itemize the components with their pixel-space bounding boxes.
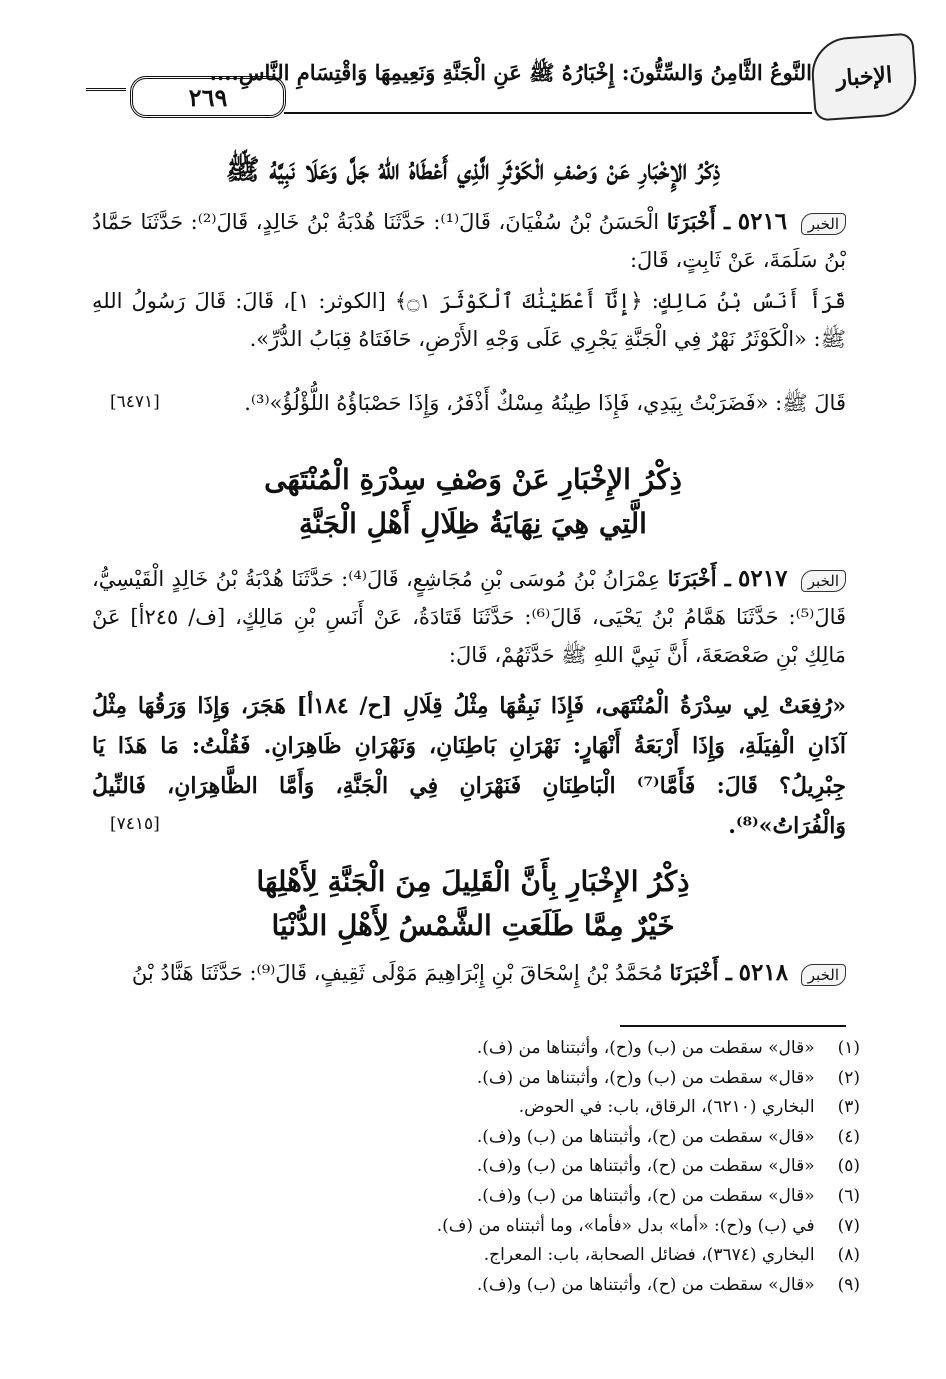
hadith-text: «رُفِعَتْ لِي سِدْرَةُ الْمُنْتَهَى، فَإِذَا نَبِقُهَا مِثْلُ قِلَالِ [ح/ ١٨٤أ] هَجَرَ، وَإِذَا وَرَقُهَا مِثْلُ آذَانِ الْفِيَلَةِ، وَإِذَا أَرْبَعَةُ أَنْهَارٍ: نَهْرَانِ بَاطِنَانِ، وَنَهْرَانِ ظَاهِرَانِ. فَقُلْتُ: مَا هَذَا يَا جِبْرِيلُ؟ قَالَ: فَأَمَّا⁽⁷⁾ الْبَاطِنَانِ فَنَهْرَانِ فِي الْجَنَّةِ، وَأَمَّا الظَّاهِرَانِ، فَالنِّيلُ وَالْفُرَاتُ»⁽⁸⁾.	[92, 693, 846, 839]
hadith-marker-icon: الخبر	[801, 213, 846, 235]
header-rule	[284, 112, 812, 114]
running-title: النَّوعُ الثَّامِنُ وَالسِّتُّونَ: إِخْبَارُهُ ﷺ عَنِ الْجَنَّةِ وَنَعِيمِهَا وَاقْتِسَامِ النَّاسِ....	[209, 60, 812, 85]
section-heading: الَّتِي هِيَ نِهَايَةُ ظِلَالِ أَهْلِ الْجَنَّةِ	[299, 507, 647, 540]
hadith-text: قَرَأَ أَنَسُ بْنُ مَالِكٍ: ﴿إِنَّآ أَعْطَيْنَٰكَ ٱلْكَوْثَرَ ۝١﴾ [الكوثر: ١]، قَالَ: قَالَ رَسُولُ اللهِ ﷺ: «الْكَوْثَرُ نَهْرٌ فِي الْجَنَّةِ يَجْرِي عَلَى وَجْهِ الأَرْضِ، حَافَتَاهُ قِبَابُ الدُّرِّ».	[92, 289, 846, 351]
section-heading: خَيْرٌ مِمَّا طَلَعَتِ الشَّمْسُ لِأَهْلِ الدُّنْيَا	[271, 909, 675, 942]
hadith-isnad	[92, 203, 846, 279]
isnad-text: مُحَمَّدُ بْنُ إِسْحَاقَ بْنِ إِبْرَاهِيمَ مَوْلَى ثَقِيفٍ، قَالَ⁽⁹⁾: حَدَّثَنَا هَنَّادُ بْنُ	[131, 961, 663, 985]
hadith-number: ٥٢١٦	[737, 208, 788, 235]
reference-number: [٦٤٧١]	[110, 392, 160, 412]
footnote: (٣) البخاري (٦٢١٠)، الرقاق، باب: في الحوض.	[518, 1097, 860, 1118]
hadith-marker-icon: الخبر	[801, 964, 846, 986]
page-number: ٢٦٩	[130, 76, 286, 118]
akhbarana: ـ أَخْبَرَنَا	[667, 566, 731, 591]
section-heading: ذِكْرُ الإِخْبَارِ عَنْ وَصْفِ الْكَوْثَرِ الَّذِي أَعْطَاهُ اللهُ جَلَّ وَعَلَا نَبِيَّهُ ﷺ	[225, 153, 721, 186]
footnote: (٦) «قال» سقطت من (ح)، وأثبتناها من (ب) و(ف).	[476, 1185, 860, 1206]
section-heading: ذِكْرُ الإِخْبَارِ بِأَنَّ الْقَلِيلَ مِنَ الْجَنَّةِ لِأَهْلِهَا	[256, 865, 690, 898]
isnad-text: الْحَسَنُ بْنُ سُفْيَانَ، قَالَ⁽¹⁾: حَدَّثَنَا هُدْبَةُ بْنُ خَالِدٍ، قَالَ⁽²⁾: حَدَّثَنَا حَمَّادُ بْنُ سَلَمَةَ، عَنْ ثَابِتٍ، قَالَ:	[92, 210, 846, 272]
akhbarana: ـ أَخْبَرَنَا	[669, 960, 732, 985]
running-header	[86, 36, 916, 126]
akhbarana: ـ أَخْبَرَنَا	[666, 209, 731, 234]
isnad-text: عِمْرَانُ بْنُ مُوسَى بْنِ مُجَاشِعٍ، قَالَ⁽⁴⁾: حَدَّثَنَا هُدْبَةُ بْنُ خَالِدٍ الْقَيْسِيُّ، قَالَ⁽⁵⁾: حَدَّثَنَا هَمَّامُ بْنُ يَحْيَى، قَالَ⁽⁶⁾: حَدَّثَنَا قَتَادَةُ، عَنْ أَنَسِ بْنِ مَالِكٍ، [ف/ ٢٤٥أ] عَنْ مَالِكِ بْنِ صَعْصَعَةَ، أَنَّ نَبِيَّ اللهِ ﷺ حَدَّثَهُمْ، قَالَ:	[92, 567, 847, 667]
hadith-marker-icon: الخبر	[801, 570, 846, 592]
header-rule-left	[86, 88, 126, 95]
hadith-number: ٥٢١٨	[738, 959, 789, 986]
hadith-isnad	[92, 560, 846, 674]
footnote: (٢) «قال» سقطت من (ب) و(ح)، وأثبتناها من (ف).	[476, 1067, 860, 1088]
footnote: (٩) «قال» سقطت من (ح)، وأثبتناها من (ب) و(ف).	[476, 1274, 860, 1295]
section-badge: الإخبار	[809, 32, 918, 121]
footnote: (١) «قال» سقطت من (ب) و(ح)، وأثبتناها من (ف).	[476, 1038, 860, 1058]
hadith-text: قَالَ ﷺ: «فَضَرَبْتُ بِيَدِي، فَإِذَا طِينُهُ مِسْكٌ أَذْفَرُ، وَإِذَا حَصْبَاؤُهُ اللُّؤْلُؤُ»⁽³⁾.	[244, 391, 846, 415]
footnote: (٧) في (ب) و(ح): «أما» بدل «فأما»، وما أثبتناه من (ف).	[436, 1215, 860, 1236]
footnotes	[300, 1034, 860, 1300]
footnote-separator	[620, 1025, 846, 1027]
footnote: (٤) «قال» سقطت من (ح)، وأثبتناها من (ب) و(ف).	[476, 1126, 860, 1147]
hadith-isnad	[92, 954, 846, 992]
footnote: (٥) «قال» سقطت من (ح)، وأثبتناها من (ب) و(ف).	[476, 1156, 860, 1177]
hadith-number: ٥٢١٧	[738, 565, 788, 592]
footnote: (٨) البخاري (٣٦٧٤)، فضائل الصحابة، باب: المعراج.	[483, 1245, 860, 1266]
section-heading: ذِكْرُ الإِخْبَارِ عَنْ وَصْفِ سِدْرَةِ الْمُنْتَهَى	[264, 463, 682, 496]
reference-number: [٧٤١٥]	[110, 814, 160, 834]
